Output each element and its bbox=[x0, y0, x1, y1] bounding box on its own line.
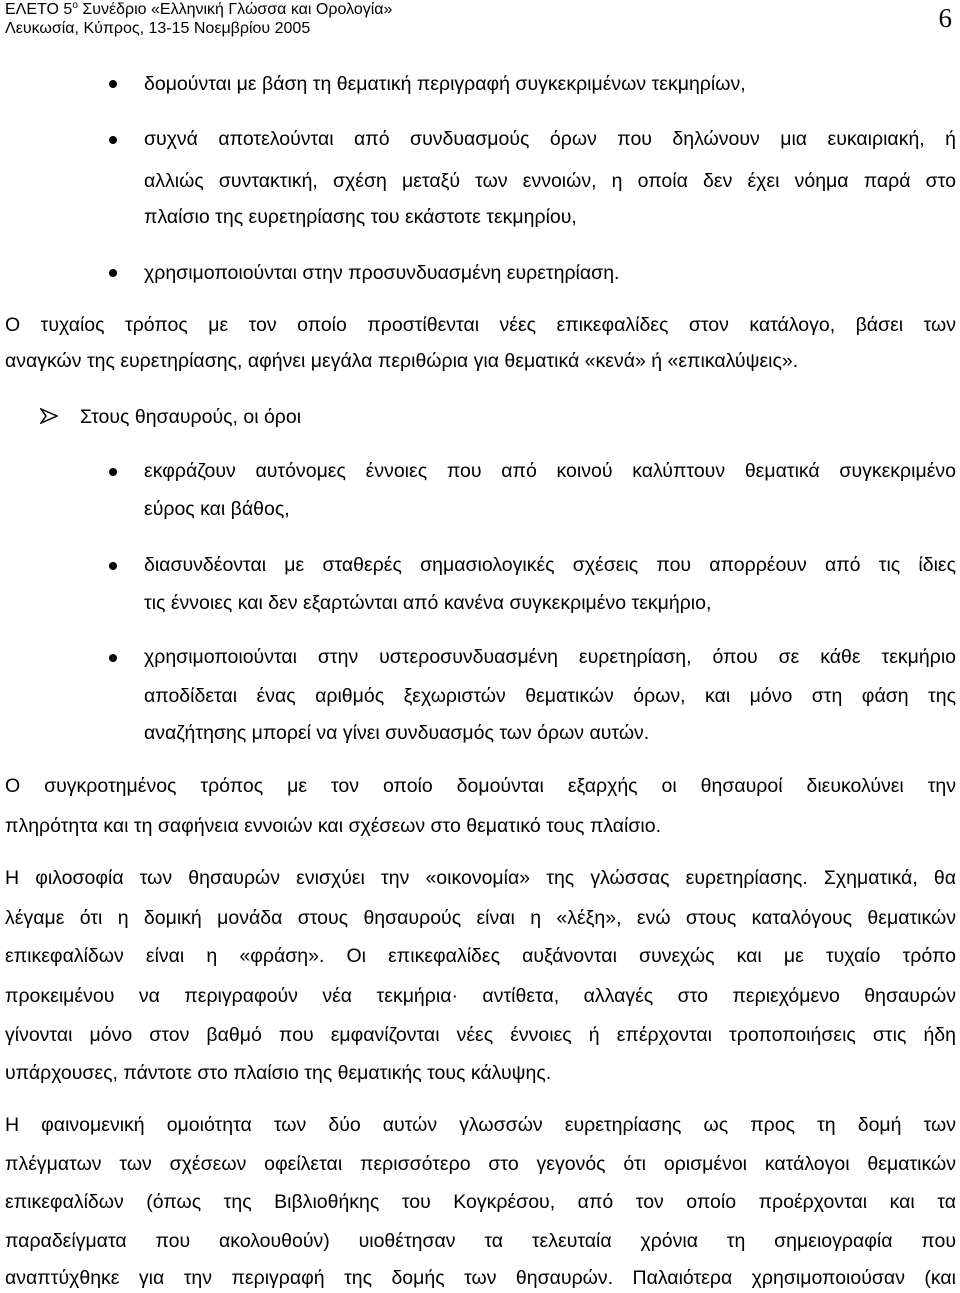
page-number: 6 bbox=[938, 3, 952, 33]
paragraph-line: λέγαμε ότι η δομική μονάδα στους θησαυρούς είναι η «λέξη», ενώ στους καταλόγους θεματικών bbox=[5, 907, 956, 929]
bullet-icon bbox=[109, 468, 117, 476]
page-header bbox=[5, 0, 955, 42]
bullet-icon bbox=[109, 269, 117, 277]
list-item-line: αναζήτησης μπορεί να γίνει συνδυασμός των όρων αυτών. bbox=[144, 722, 650, 744]
paragraph-line: αναπτύχθηκε για την περιγραφή της δομής των θησαυρών. Παλαιότερα χρησιμοποιούσαν (και bbox=[5, 1267, 956, 1289]
paragraph-line: Η φαινομενική ομοιότητα των δύο αυτών γλωσσών ευρετηρίασης ως προς τη δομή των bbox=[5, 1114, 956, 1136]
paragraph-line: επικεφαλίδων είναι η «φράση». Οι επικεφαλίδες αυξάνονται συνεχώς και με τυχαίο τρόπο bbox=[5, 945, 956, 967]
list-item-line: χρησιμοποιούνται στην προσυνδυασμένη ευρετηρίαση. bbox=[144, 262, 620, 284]
paragraph-line: αναγκών της ευρετηρίασης, αφήνει μεγάλα περιθώρια για θεματικά «κενά» ή «επικαλύψεις». bbox=[5, 350, 799, 372]
bullet-icon bbox=[109, 80, 117, 88]
list-item-line: τις έννοιες και δεν εξαρτώνται από κανένα συγκεκριμένο τεκμήριο, bbox=[144, 592, 712, 614]
list-item-line: πλαίσιο της ευρετηρίασης του εκάστοτε τεκμηρίου, bbox=[144, 206, 577, 228]
paragraph-line: παραδείγματα που ακολουθούν) υιοθέτησαν τα τελευταία χρόνια τη σημειογραφία που bbox=[5, 1230, 956, 1252]
list-item-line: εκφράζουν αυτόνομες έννοιες που από κοινού καλύπτουν θεματικά συγκεκριμένο bbox=[144, 460, 956, 482]
paragraph-line: πληρότητα και τη σαφήνεια εννοιών και σχέσεων στο θεματικό τους πλαίσιο. bbox=[5, 815, 662, 837]
paragraph-line: υπάρχουσες, πάντοτε στο πλαίσιο της θεματικής τους κάλυψης. bbox=[5, 1062, 552, 1084]
paragraph-line: Ο συγκροτημένος τρόπος με τον οποίο δομούνται εξαρχής οι θησαυροί διευκολύνει την bbox=[5, 775, 956, 797]
paragraph-line: γίνονται μόνο στον βαθμό που εμφανίζονται νέες έννοιες ή επέρχονται τροποποιήσεις στις ήδη bbox=[5, 1024, 956, 1046]
list-item-line: χρησιμοποιούνται στην υστεροσυνδυασμένη ευρετηρίαση, όπου σε κάθε τεκμήριο bbox=[144, 646, 956, 668]
arrow-list-item: Στους θησαυρούς, οι όροι bbox=[80, 406, 302, 428]
list-item-line: αποδίδεται ένας αριθμός ξεχωριστών θεματικών όρων, και μόνο στη φάση της bbox=[144, 685, 956, 707]
paragraph-line: Η φιλοσοφία των θησαυρών ενισχύει την «οικονομία» της γλώσσας ευρετηρίασης. Σχηματικά, θα bbox=[5, 867, 956, 889]
paragraph-line: Ο τυχαίος τρόπος με τον οποίο προστίθενται νέες επικεφαλίδες στον κατάλογο, βάσει των bbox=[5, 314, 956, 336]
list-item-line: δομούνται με βάση τη θεματική περιγραφή συγκεκριμένων τεκμηρίων, bbox=[144, 73, 746, 95]
list-item-line: συχνά αποτελούνται από συνδυασμούς όρων που δηλώνουν μια ευκαιριακή, ή bbox=[144, 128, 956, 150]
list-item-line: εύρος και βάθος, bbox=[144, 498, 290, 520]
conference-location-date: Λευκωσία, Κύπρος, 13-15 Νοεμβρίου 2005 bbox=[5, 20, 311, 37]
paragraph-line: πλέγματων των σχέσεων οφείλεται περισσότερο στο γεγονός ότι ορισμένοι κατάλογοι θεματικών bbox=[5, 1153, 956, 1175]
paragraph-line: προκειμένου να περιγραφούν νέα τεκμήρια· αντίθετα, αλλαγές στο περιεχόμενο θησαυρών bbox=[5, 985, 956, 1007]
paragraph-line: επικεφαλίδων (όπως της Βιβλιοθήκης του Κογκρέσου, από τον οποίο προέρχονται και τα bbox=[5, 1191, 956, 1213]
bullet-icon bbox=[109, 562, 117, 570]
conference-title: ΕΛΕΤΟ $5^o$ Συνέδριο «Ελληνική Γλώσσα και Ορολογία» bbox=[5, 0, 393, 18]
arrow-bullet-icon bbox=[40, 408, 58, 424]
bullet-icon bbox=[109, 654, 117, 662]
list-item-line: αλλιώς συντακτική, σχέση μεταξύ των εννοιών, η οποία δεν έχει νόημα παρά στο bbox=[144, 170, 956, 192]
bullet-icon bbox=[109, 136, 117, 144]
list-item-line: διασυνδέονται με σταθερές σημασιολογικές σχέσεις που απορρέουν από τις ίδιες bbox=[144, 554, 956, 576]
